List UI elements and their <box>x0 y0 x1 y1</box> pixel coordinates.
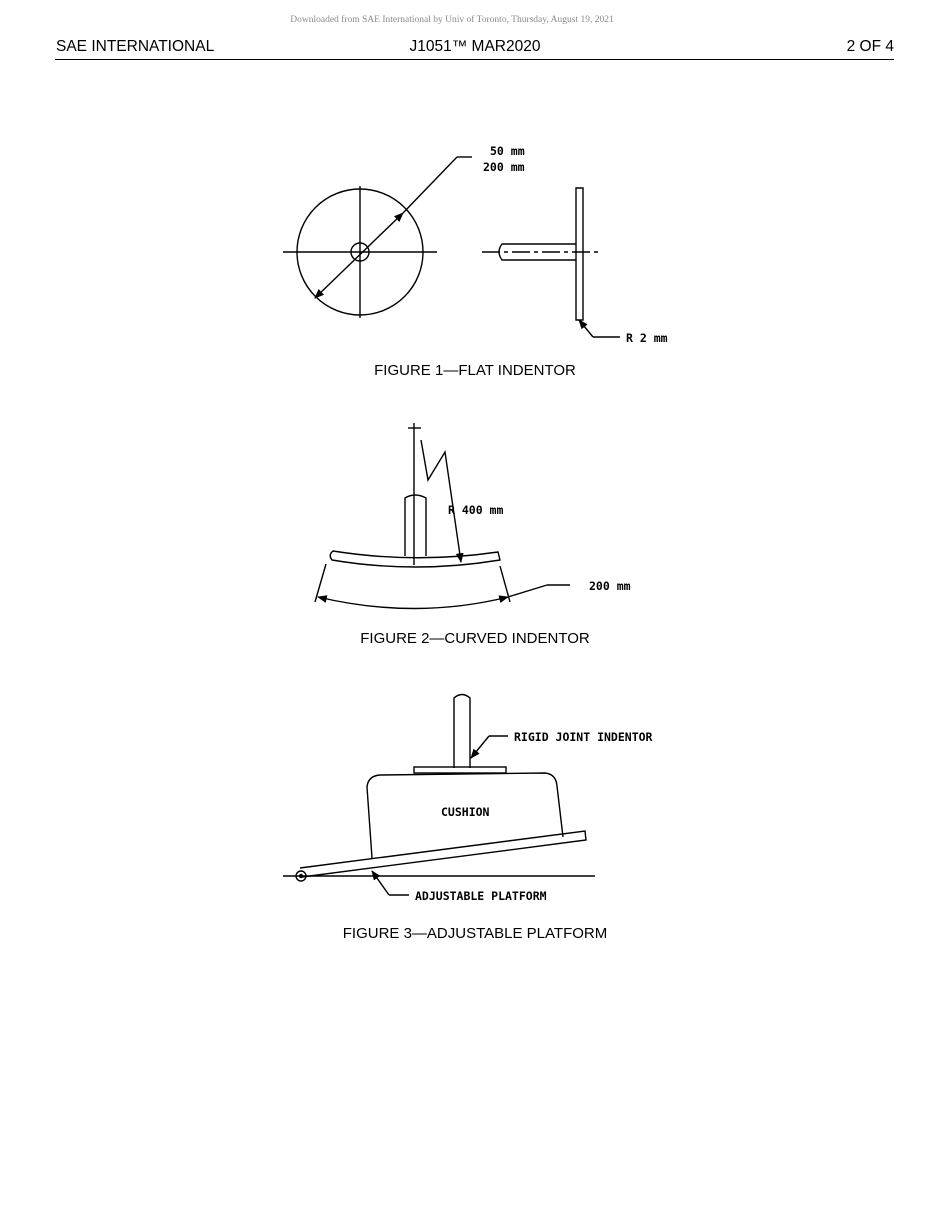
arc-length-dimension <box>318 597 508 609</box>
figure-2-caption: FIGURE 2—CURVED INDENTOR <box>360 630 590 647</box>
header-org: SAE INTERNATIONAL <box>56 38 215 55</box>
arc-200mm-label: 200 mm <box>589 579 631 593</box>
figure-2-drawing <box>315 423 570 609</box>
diameter-dimension-line <box>315 213 403 298</box>
flat-indentor-side-view <box>576 188 583 320</box>
adjustable-platform <box>300 831 586 877</box>
cushion-label: CUSHION <box>441 805 490 819</box>
rigid-joint-shaft <box>454 695 470 769</box>
dim-200mm-label: 200 mm <box>483 160 525 174</box>
curved-indentor-plate <box>330 551 500 567</box>
curved-indentor-shaft <box>405 495 426 556</box>
radius-400mm-label: R 400 mm <box>448 503 504 517</box>
rigid-joint-plate <box>414 767 506 773</box>
download-watermark: Downloaded from SAE International by Univ of Toronto, Thursday, August 19, 2021 <box>290 15 614 25</box>
figure-3-caption: FIGURE 3—ADJUSTABLE PLATFORM <box>342 925 608 942</box>
figure-3-drawing <box>283 695 595 896</box>
figure-1-caption: FIGURE 1—FLAT INDENTOR <box>374 362 576 379</box>
header-doc-id: J1051™ MAR2020 <box>409 38 541 55</box>
dim-50mm-label: 50 mm <box>490 144 525 158</box>
header-page-number: 2 OF 4 <box>846 38 894 55</box>
radius-2mm-label: R 2 mm <box>626 331 668 345</box>
adjustable-platform-label: ADJUSTABLE PLATFORM <box>415 889 547 903</box>
rigid-joint-indentor-label: RIGID JOINT INDENTOR <box>514 730 653 744</box>
figure-1-drawing <box>283 157 620 337</box>
